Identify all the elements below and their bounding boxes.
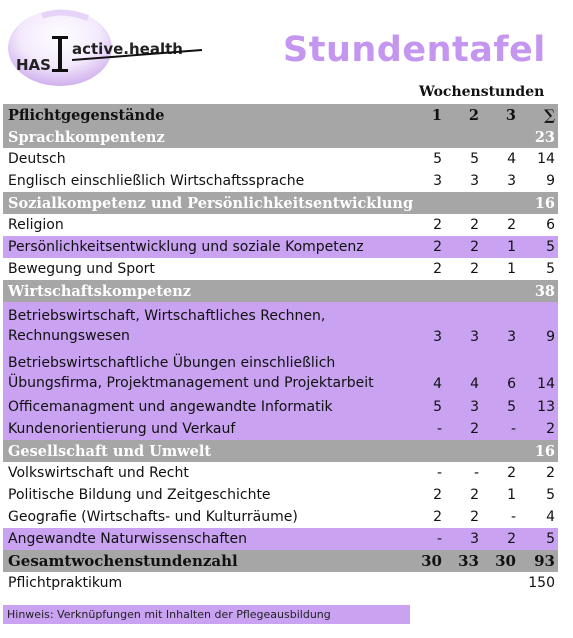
total-year-1: 30 bbox=[408, 550, 445, 572]
hours-year-1: - bbox=[408, 462, 445, 484]
subject-label: Religion bbox=[3, 214, 408, 236]
header-year-2: 2 bbox=[445, 104, 482, 126]
subject-row bbox=[3, 236, 558, 258]
hours-year-3: 2 bbox=[482, 214, 519, 236]
subject-label: Volkswirtschaft und Recht bbox=[3, 462, 408, 484]
hours-year-1: 3 bbox=[408, 170, 445, 192]
hours-year-2: 3 bbox=[445, 396, 482, 418]
total-year-3: 30 bbox=[482, 550, 519, 572]
logo-right-text: active.health bbox=[72, 40, 183, 58]
header-year-3: 3 bbox=[482, 104, 519, 126]
hours-sum: 4 bbox=[519, 506, 558, 528]
hours-year-2: 2 bbox=[445, 236, 482, 258]
hours-sum: 2 bbox=[519, 462, 558, 484]
logo-bar-icon bbox=[58, 36, 62, 72]
header-year-1: 1 bbox=[408, 104, 445, 126]
subject-row bbox=[3, 214, 558, 236]
subject-row bbox=[3, 258, 558, 280]
hours-year-3: - bbox=[482, 418, 519, 440]
hours-year-2: 2 bbox=[445, 506, 482, 528]
hours-year-1: 2 bbox=[408, 484, 445, 506]
subject-row bbox=[3, 462, 558, 484]
schedule-table bbox=[3, 104, 558, 594]
hours-year-1: 5 bbox=[408, 396, 445, 418]
hours-year-1: 3 bbox=[408, 302, 445, 349]
hours-sum: 9 bbox=[519, 170, 558, 192]
hours-year-2: 2 bbox=[445, 484, 482, 506]
hours-year-3: 3 bbox=[482, 170, 519, 192]
subject-row bbox=[3, 506, 558, 528]
hours-year-2: 3 bbox=[445, 302, 482, 349]
section-row bbox=[3, 126, 558, 148]
subject-row bbox=[3, 396, 558, 418]
hours-sum: 6 bbox=[519, 214, 558, 236]
header-sum: ∑ bbox=[519, 104, 558, 126]
hours-year-2: 3 bbox=[445, 170, 482, 192]
hours-year-1: 2 bbox=[408, 236, 445, 258]
subject-label: Kundenorientierung und Verkauf bbox=[3, 418, 408, 440]
hours-year-3: 1 bbox=[482, 484, 519, 506]
section-label: Wirtschaftskompetenz bbox=[3, 280, 519, 302]
hours-year-1: 5 bbox=[408, 148, 445, 170]
subject-label: Betriebswirtschaftliche Übungen einschließlich Übungsfirma, Projektmanagement und Projektarbeit bbox=[3, 349, 408, 396]
hours-sum: 14 bbox=[519, 349, 558, 396]
hours-sum: 5 bbox=[519, 258, 558, 280]
hours-year-3: 2 bbox=[482, 462, 519, 484]
header-label: Pflichtgegenstände bbox=[3, 104, 408, 126]
hint-note: Hinweis: Verknüpfungen mit Inhalten der Pflegeausbildung bbox=[3, 605, 410, 624]
total-row bbox=[3, 550, 558, 572]
hours-year-2: 2 bbox=[445, 418, 482, 440]
subject-row bbox=[3, 484, 558, 506]
hours-sum: 2 bbox=[519, 418, 558, 440]
hours-year-2: 2 bbox=[445, 258, 482, 280]
hours-year-3: 5 bbox=[482, 396, 519, 418]
section-total: 23 bbox=[519, 126, 558, 148]
total-label: Gesamtwochenstundenzahl bbox=[3, 550, 408, 572]
hours-year-2: - bbox=[445, 462, 482, 484]
hours-sum: 13 bbox=[519, 396, 558, 418]
hours-sum: 5 bbox=[519, 528, 558, 550]
subject-label: Bewegung und Sport bbox=[3, 258, 408, 280]
hours-year-3: 1 bbox=[482, 236, 519, 258]
subject-label: Persönlichkeitsentwicklung und soziale Kompetenz bbox=[3, 236, 408, 258]
logo-graphic bbox=[2, 2, 212, 88]
logo bbox=[2, 2, 212, 88]
hours-year-2: 3 bbox=[445, 528, 482, 550]
hours-year-1: - bbox=[408, 418, 445, 440]
section-label: Sozialkompetenz und Persönlichkeitsentwicklung bbox=[3, 192, 519, 214]
praktikum-row bbox=[3, 572, 558, 594]
logo-left-text: HAS bbox=[16, 56, 51, 74]
hours-year-1: 2 bbox=[408, 258, 445, 280]
hours-year-2: 5 bbox=[445, 148, 482, 170]
subject-row bbox=[3, 418, 558, 440]
hours-year-2: 4 bbox=[445, 349, 482, 396]
hours-year-3: 3 bbox=[482, 302, 519, 349]
subject-label: Deutsch bbox=[3, 148, 408, 170]
subject-label: Politische Bildung und Zeitgeschichte bbox=[3, 484, 408, 506]
subject-label: Englisch einschließlich Wirtschaftssprache bbox=[3, 170, 408, 192]
hours-sum: 14 bbox=[519, 148, 558, 170]
subject-row bbox=[3, 349, 558, 396]
subject-row bbox=[3, 302, 558, 349]
page-title: Stundentafel bbox=[283, 30, 546, 70]
praktikum-value: 150 bbox=[519, 572, 558, 594]
section-row bbox=[3, 280, 558, 302]
subject-row bbox=[3, 170, 558, 192]
column-group-label: Wochenstunden bbox=[419, 84, 545, 100]
hours-sum: 5 bbox=[519, 484, 558, 506]
section-label: Gesellschaft und Umwelt bbox=[3, 440, 519, 462]
praktikum-label: Pflichtpraktikum bbox=[3, 572, 519, 594]
subject-row bbox=[3, 148, 558, 170]
section-label: Sprachkompentenz bbox=[3, 126, 519, 148]
total-year-2: 33 bbox=[445, 550, 482, 572]
hours-year-1: 4 bbox=[408, 349, 445, 396]
subject-label: Officemanagment und angewandte Informatik bbox=[3, 396, 408, 418]
section-total: 16 bbox=[519, 192, 558, 214]
table-header-row bbox=[3, 104, 558, 126]
subject-label: Angewandte Naturwissenschaften bbox=[3, 528, 408, 550]
hours-sum: 9 bbox=[519, 302, 558, 349]
hours-year-3: - bbox=[482, 506, 519, 528]
hours-year-3: 2 bbox=[482, 528, 519, 550]
subject-label: Betriebswirtschaft, Wirtschaftliches Rechnen, Rechnungswesen bbox=[3, 302, 408, 349]
hours-sum: 5 bbox=[519, 236, 558, 258]
hours-year-2: 2 bbox=[445, 214, 482, 236]
subject-label: Geografie (Wirtschafts- und Kulturräume) bbox=[3, 506, 408, 528]
hours-year-3: 1 bbox=[482, 258, 519, 280]
section-total: 38 bbox=[519, 280, 558, 302]
hours-year-3: 6 bbox=[482, 349, 519, 396]
hours-year-1: - bbox=[408, 528, 445, 550]
section-row bbox=[3, 440, 558, 462]
subject-row bbox=[3, 528, 558, 550]
hours-year-1: 2 bbox=[408, 506, 445, 528]
section-total: 16 bbox=[519, 440, 558, 462]
hours-year-3: 4 bbox=[482, 148, 519, 170]
hours-year-1: 2 bbox=[408, 214, 445, 236]
total-sum: 93 bbox=[519, 550, 558, 572]
section-row bbox=[3, 192, 558, 214]
